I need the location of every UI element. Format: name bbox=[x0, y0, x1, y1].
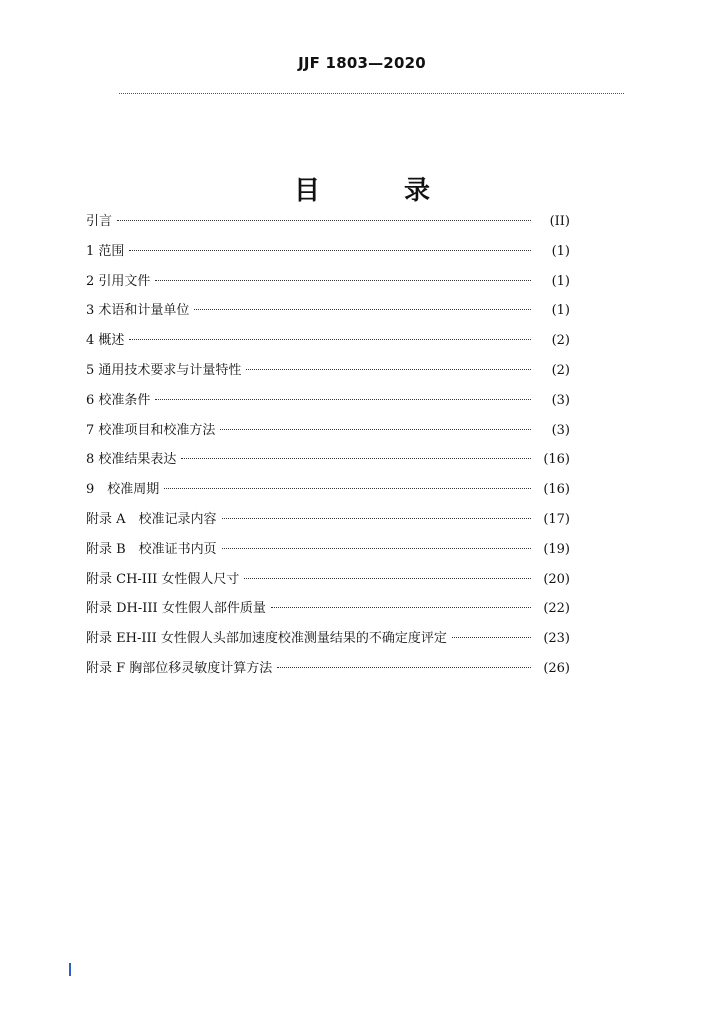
toc-entry-page: (22) bbox=[543, 601, 570, 617]
toc-entry-label: 附录 B 校准证书内页 bbox=[86, 541, 217, 557]
header-divider bbox=[119, 93, 624, 94]
toc-entry-label: 6 校准条件 bbox=[86, 392, 151, 408]
toc-dot-leader bbox=[277, 667, 531, 668]
toc-entry[interactable] bbox=[86, 386, 570, 416]
toc-entry[interactable] bbox=[86, 207, 570, 237]
toc-list bbox=[86, 207, 570, 684]
toc-entry[interactable] bbox=[86, 565, 570, 595]
toc-entry-page: (19) bbox=[543, 541, 570, 557]
toc-entry-page: (3) bbox=[551, 392, 570, 408]
toc-entry-label: 附录 F 胸部位移灵敏度计算方法 bbox=[86, 660, 273, 676]
toc-entry-page: (1) bbox=[551, 243, 570, 259]
toc-dot-leader bbox=[222, 518, 531, 519]
toc-entry-label: 8 校准结果表达 bbox=[86, 452, 177, 468]
toc-dot-leader bbox=[181, 458, 531, 459]
toc-entry[interactable] bbox=[86, 416, 570, 446]
toc-dot-leader bbox=[129, 250, 531, 251]
toc-entry[interactable] bbox=[86, 505, 570, 535]
toc-dot-leader bbox=[155, 280, 531, 281]
document-header-code: JJF 1803—2020 bbox=[298, 54, 426, 72]
toc-dot-leader bbox=[271, 607, 531, 608]
toc-entry-label: 附录 EH-III 女性假人头部加速度校准测量结果的不确定度评定 bbox=[86, 631, 447, 647]
toc-entry-label: 附录 CH-III 女性假人尺寸 bbox=[86, 571, 240, 587]
toc-entry-page: (1) bbox=[551, 303, 570, 319]
toc-entry-page: (2) bbox=[551, 333, 570, 349]
toc-entry[interactable] bbox=[86, 326, 570, 356]
toc-entry[interactable] bbox=[86, 654, 570, 684]
toc-dot-leader bbox=[452, 637, 531, 638]
toc-dot-leader bbox=[155, 399, 531, 400]
toc-entry-label: 引言 bbox=[86, 214, 113, 229]
toc-entry-page: (16) bbox=[543, 452, 570, 468]
toc-entry[interactable] bbox=[86, 475, 570, 505]
toc-entry[interactable] bbox=[86, 267, 570, 297]
toc-entry-page: (16) bbox=[543, 482, 570, 498]
toc-entry-page: (26) bbox=[543, 660, 570, 676]
toc-entry[interactable] bbox=[86, 445, 570, 475]
toc-entry-label: 1 范围 bbox=[86, 243, 125, 259]
toc-dot-leader bbox=[220, 429, 531, 430]
toc-dot-leader bbox=[117, 220, 531, 221]
toc-entry-page: (23) bbox=[543, 631, 570, 647]
toc-entry[interactable] bbox=[86, 594, 570, 624]
toc-entry-label: 4 概述 bbox=[86, 333, 125, 349]
toc-entry[interactable] bbox=[86, 356, 570, 386]
toc-entry[interactable] bbox=[86, 296, 570, 326]
toc-entry-page: (20) bbox=[543, 571, 570, 587]
toc-dot-leader bbox=[129, 339, 531, 340]
toc-entry[interactable] bbox=[86, 535, 570, 565]
toc-entry-label: 5 通用技术要求与计量特性 bbox=[86, 362, 242, 378]
toc-entry-page: (II) bbox=[549, 214, 570, 229]
toc-entry-label: 2 引用文件 bbox=[86, 273, 151, 289]
toc-entry-label: 附录 DH-III 女性假人部件质量 bbox=[86, 601, 266, 617]
toc-dot-leader bbox=[246, 369, 531, 370]
toc-dot-leader bbox=[164, 488, 531, 489]
margin-marker bbox=[69, 963, 71, 976]
toc-dot-leader bbox=[222, 548, 531, 549]
toc-dot-leader bbox=[194, 309, 531, 310]
toc-entry-label: 7 校准项目和校准方法 bbox=[86, 422, 216, 438]
toc-entry-label: 9 校准周期 bbox=[86, 482, 160, 498]
toc-entry-label: 3 术语和计量单位 bbox=[86, 303, 190, 319]
toc-title: 目录 bbox=[293, 176, 514, 206]
toc-entry[interactable] bbox=[86, 624, 570, 654]
toc-entry[interactable] bbox=[86, 237, 570, 267]
toc-entry-page: (1) bbox=[551, 273, 570, 289]
toc-dot-leader bbox=[244, 578, 531, 579]
toc-entry-page: (2) bbox=[551, 362, 570, 378]
toc-entry-label: 附录 A 校准记录内容 bbox=[86, 511, 217, 527]
toc-entry-page: (17) bbox=[543, 511, 570, 527]
toc-entry-page: (3) bbox=[551, 422, 570, 438]
